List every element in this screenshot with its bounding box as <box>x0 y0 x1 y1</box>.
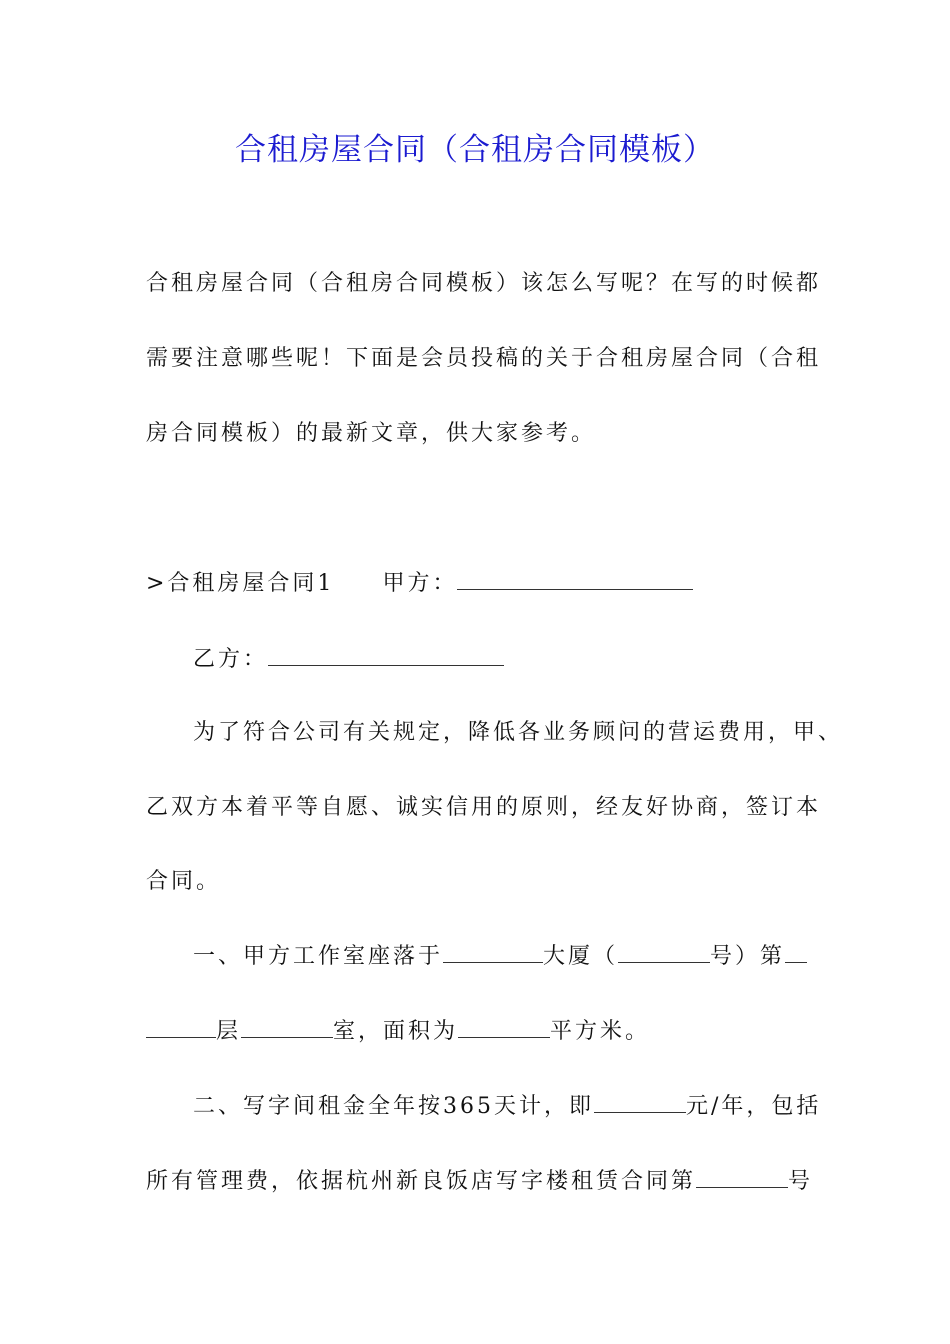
party-b-row <box>193 643 504 676</box>
clause-1-row-1 <box>193 940 807 973</box>
intro-line-2: 需要注意哪些呢！下面是会员投稿的关于合租房屋合同（合租 <box>146 346 822 371</box>
room-blank <box>241 1015 333 1038</box>
document-title: 合租房屋合同（合租房合同模板） <box>235 132 715 168</box>
clause-2-text-b: 元/年，包括 <box>686 1094 822 1119</box>
rent-amount-blank <box>594 1090 686 1113</box>
clause-1-text-f: 平方米。 <box>550 1019 651 1044</box>
clause-2-text-d: 号 <box>788 1169 814 1194</box>
contract-heading: >合租房屋合同1 <box>146 571 335 596</box>
clause-1-text-b: 大厦（ <box>543 944 619 969</box>
clause-2-row-1 <box>193 1090 821 1123</box>
floor-blank-end <box>146 1015 216 1038</box>
building-blank <box>443 940 543 963</box>
clause-1-text-a: 一、甲方工作室座落于 <box>193 944 444 969</box>
clause-1-text-d: 层 <box>216 1019 242 1044</box>
clause-1-text-c: 号）第 <box>710 944 786 969</box>
floor-blank-start <box>785 940 807 963</box>
contract-heading-row <box>146 567 693 600</box>
building-number-blank <box>618 940 710 963</box>
area-blank <box>458 1015 550 1038</box>
party-b-blank <box>268 643 504 666</box>
party-b-label: 乙方： <box>193 647 269 672</box>
clause-2-text-c: 所有管理费，依据杭州新良饭店写字楼租赁合同第 <box>146 1169 697 1194</box>
party-a-label: 甲方： <box>382 571 458 596</box>
clause-2-text-a: 二、写字间租金全年按365天计，即 <box>193 1094 594 1119</box>
purpose-line-2: 乙双方本着平等自愿、诚实信用的原则，经友好协商，签订本 <box>146 795 822 820</box>
clause-1-row-2 <box>146 1015 650 1048</box>
party-a-blank <box>457 567 693 590</box>
purpose-line-3: 合同。 <box>146 869 222 894</box>
purpose-line-1: 为了符合公司有关规定，降低各业务顾问的营运费用，甲、 <box>193 720 844 745</box>
clause-1-text-e: 室，面积为 <box>333 1019 459 1044</box>
intro-line-1: 合租房屋合同（合租房合同模板）该怎么写呢？在写的时候都 <box>146 271 822 296</box>
clause-2-row-2 <box>146 1165 813 1198</box>
intro-line-3: 房合同模板）的最新文章，供大家参考。 <box>146 421 597 446</box>
lease-number-blank <box>696 1165 788 1188</box>
